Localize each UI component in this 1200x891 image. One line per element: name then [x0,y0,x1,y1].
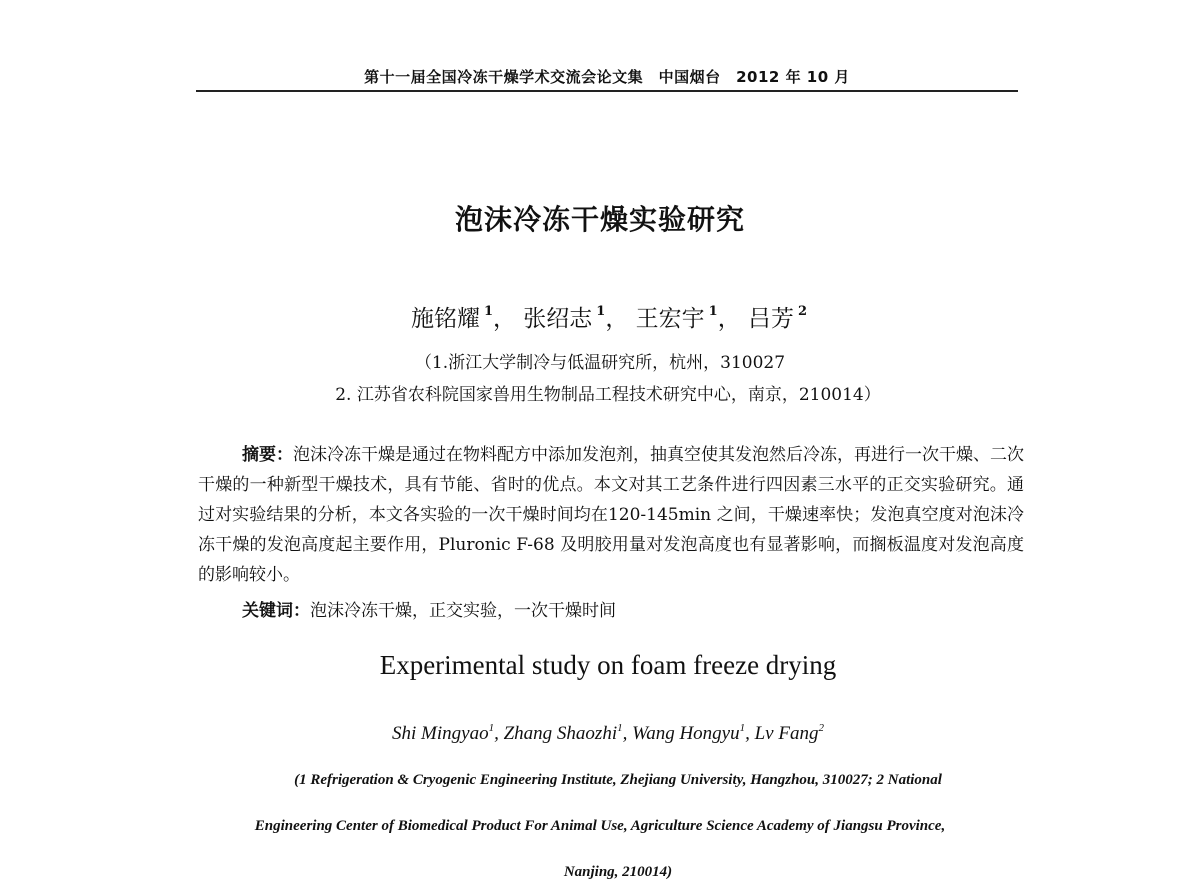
author-en-4: Lv Fang$^2$ [754,722,824,744]
author-en-2: Zhang Shaozhi$^1$, [503,722,633,744]
affiliation-cn-line-2: 2. 江苏省农科院国家兽用生物制品工程技术研究中心，南京，210014） [335,385,881,405]
title-english: Experimental study on foam freeze drying [379,650,837,680]
author-cn-3: 王宏宇 $^1$， [635,304,741,332]
author-en-3: Wang Hongyu$^1$, [632,722,755,744]
title-chinese: 泡沫冷冻干燥实验研究 [454,203,745,236]
affiliation-en-line-2: Engineering Center of Biomedical Product For Animal Use, Agriculture Science Academy of Jiangsu Province, [254,818,946,834]
abstract-text: 泡沫冷冻干燥是通过在物料配方中添加发泡剂，抽真空使其发泡然后冷冻，再进行一次干燥、二次干燥的一种新型干燥技术，具有节能、省时的优点。本文对其工艺条件进行四因素三水平的正交实验研究。通过对实验结果的分析，本文各实验的一次干燥时间均在120-145min 之间，干燥速率快；发泡真空度对泡沫冷冻干燥的发泡高度起主要作用，Pluronic F-68 及明胶用量对发泡高度也有显著影响，而搁板温度对发泡高度的影响较小。 [198,445,1024,585]
abstract-label: 摘要： [242,445,293,465]
author-en-1: Shi Mingyao$^1$, [392,722,504,744]
author-cn-1: 施铭耀 $^1$， [410,304,516,332]
authors-chinese [0,300,1200,333]
running-head: 第十一届全国冷冻干燥学术交流会论文集 中国烟台 2012 年 10 月 [364,68,850,86]
abstract [198,440,1024,590]
author-cn-4: 吕芳 $^2$ [748,304,808,332]
affiliation-en-line-3: Nanjing, 210014) [563,864,673,880]
affiliation-en-line-1: (1 Refrigeration & Cryogenic Engineering Institute, Zhejiang University, Hangzhou, 310027; 2 National [294,772,942,788]
authors-english [0,722,1200,745]
keywords-text: 泡沫冷冻干燥，正交实验，一次干燥时间 [310,601,616,621]
affiliation-cn-line-1: （1.浙江大学制冷与低温研究所，杭州，310027 [414,353,786,373]
keywords [242,596,616,621]
author-cn-2: 张绍志 $^1$， [523,304,629,332]
header-rule [196,90,1018,92]
keywords-label: 关键词： [242,601,310,621]
